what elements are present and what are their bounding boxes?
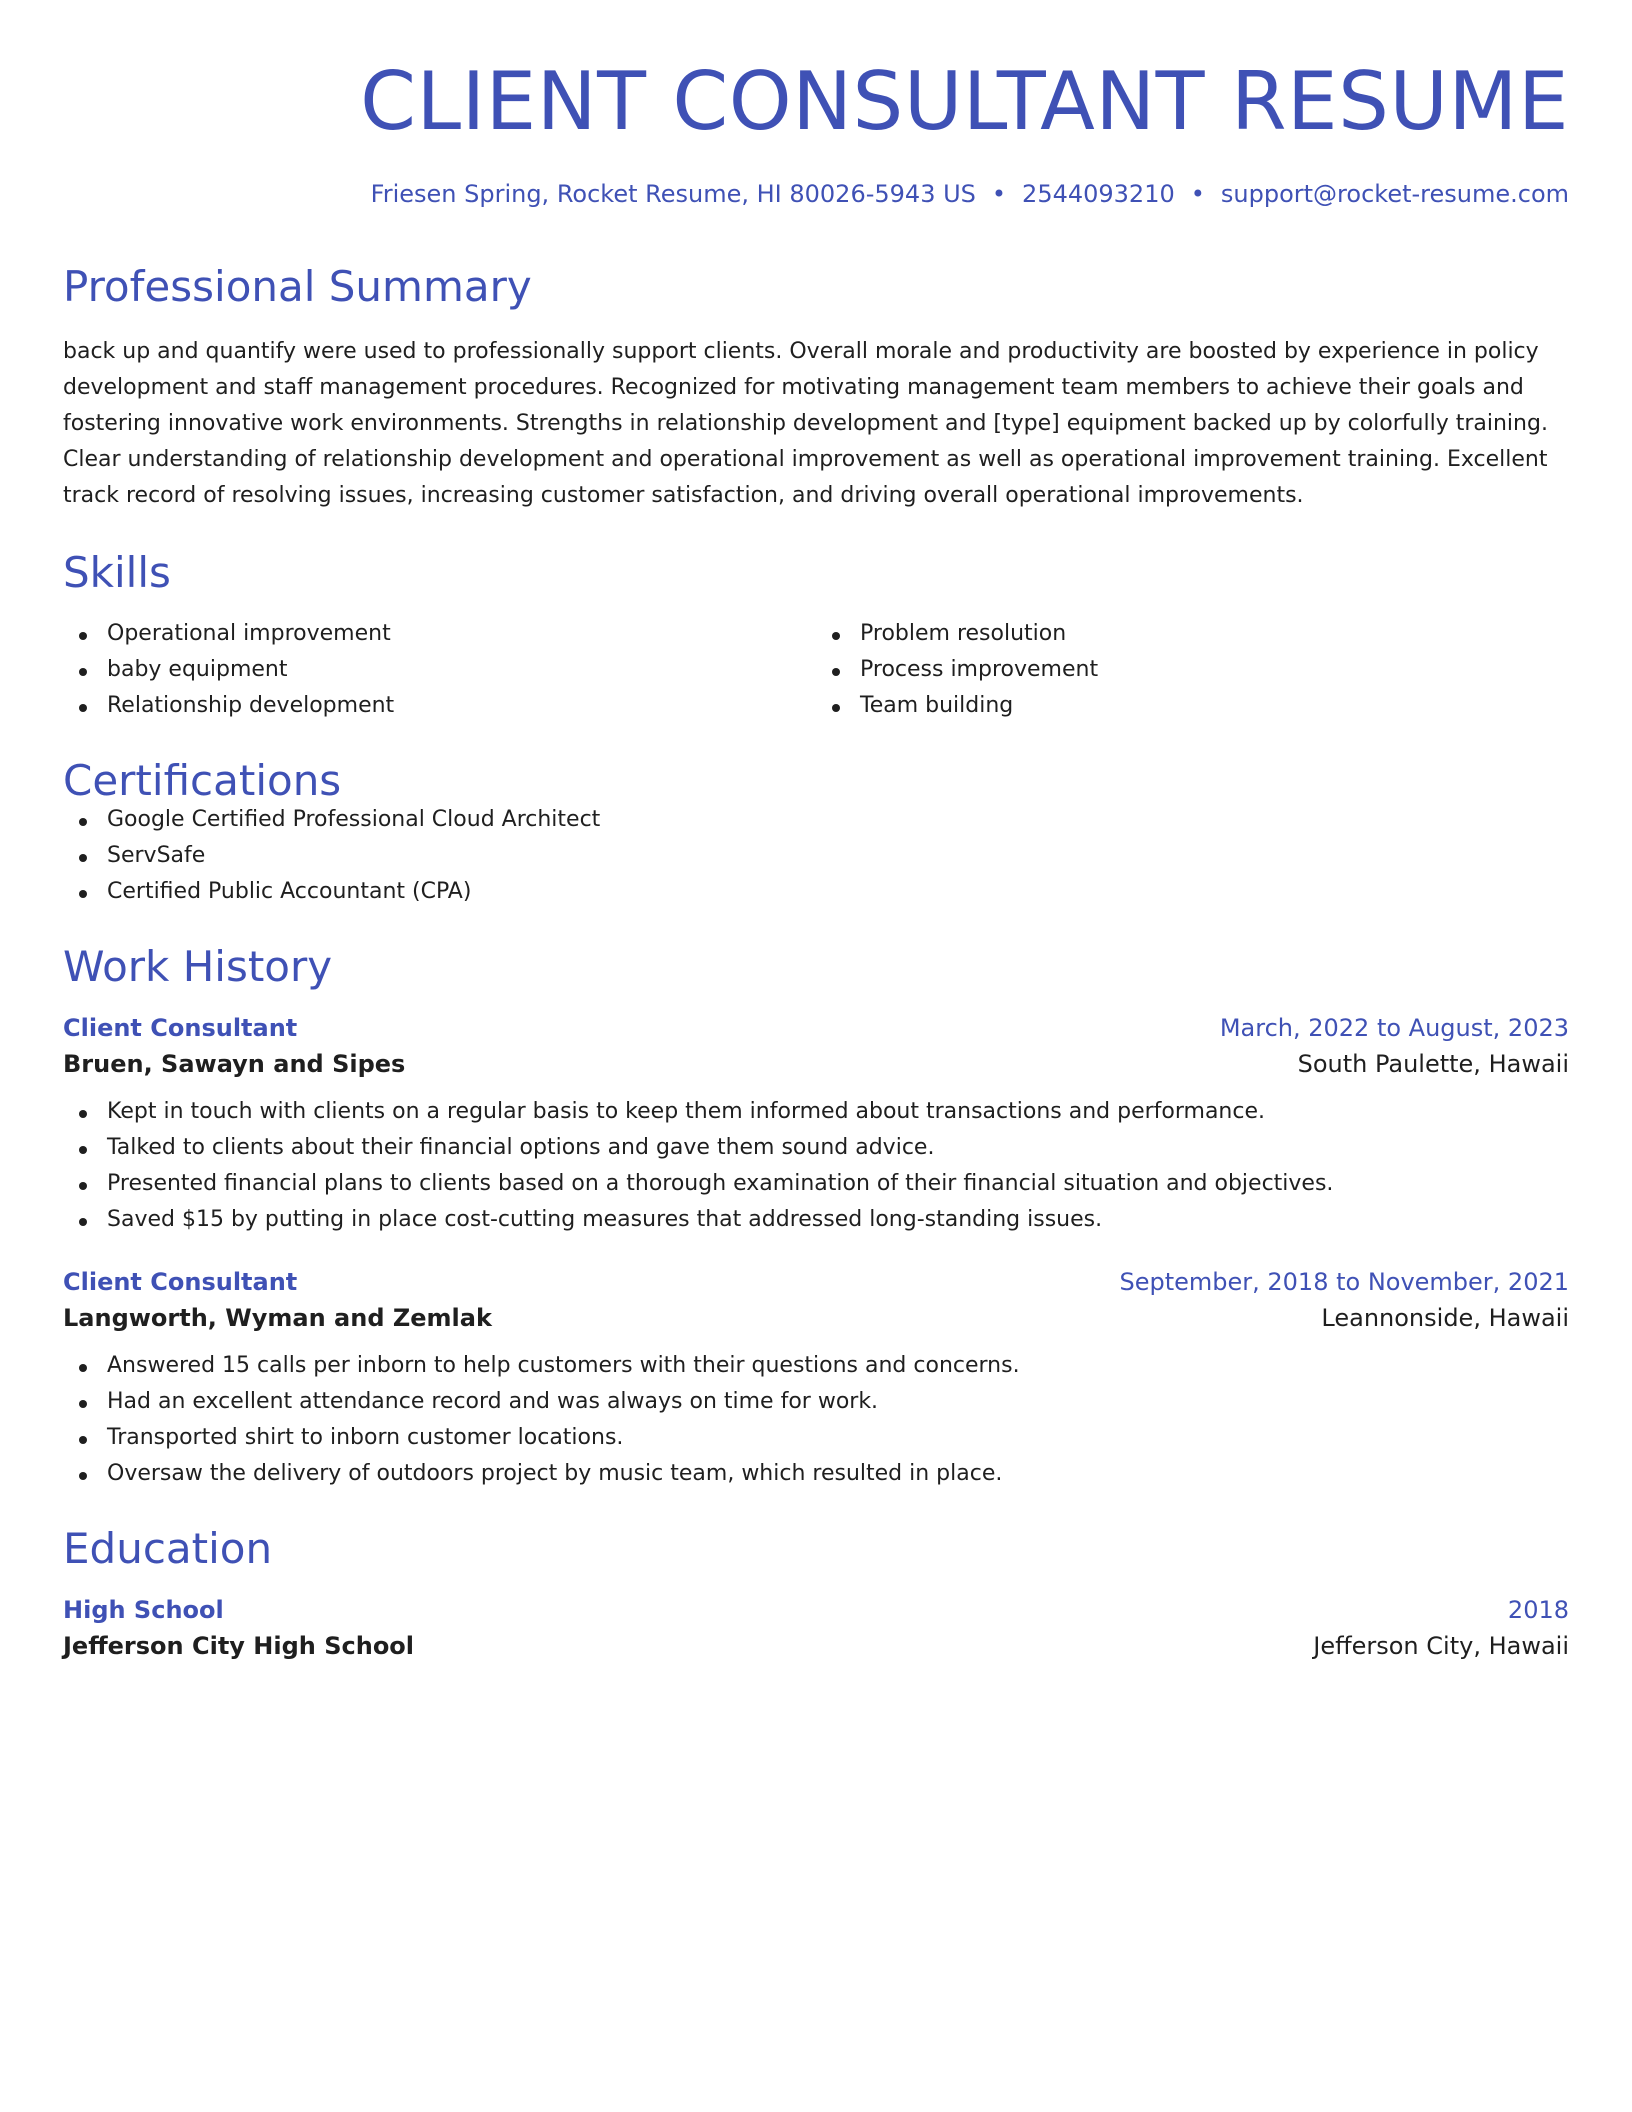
work-entry-header	[63, 1268, 1569, 1296]
skills-column-left	[63, 616, 816, 724]
job-bullet: Had an excellent attendance record and was always on time for work.	[63, 1384, 1569, 1420]
job-bullets	[63, 1348, 1569, 1492]
separator-dot: •	[1190, 180, 1205, 208]
skill-item: Team building	[816, 688, 1569, 724]
skills-list-right	[816, 616, 1569, 724]
summary-text: back up and quantify were used to professionally support clients. Overall morale and productivity are boosted by experience in policy development and staff management procedures. Recognized for motivating management team members to achieve their goals and fostering innovative work environments. Strengths in relationship development and [type] equipment backed up by colorfully training. Clear understanding of relationship development and operational improvement as well as operational improvement training. Excellent track record of resolving issues, increasing customer satisfaction, and driving overall operational improvements.	[63, 339, 1548, 508]
job-dates: September, 2018 to November, 2021	[1119, 1268, 1569, 1296]
work-entry-header	[63, 1014, 1569, 1042]
degree: High School	[63, 1596, 224, 1624]
separator-dot: •	[991, 180, 1007, 208]
certification-item: ServSafe	[63, 838, 1569, 874]
skill-item: Operational improvement	[63, 616, 816, 652]
skill-item: baby equipment	[63, 652, 816, 688]
contact-line	[63, 182, 1569, 206]
certification-item: Google Certified Professional Cloud Architect	[63, 802, 1569, 838]
skills-column-right	[816, 616, 1569, 724]
contact-email: support@rocket-resume.com	[1220, 180, 1569, 208]
school-location: Jefferson City, Hawaii	[1313, 1632, 1569, 1660]
job-title: Client Consultant	[63, 1014, 298, 1042]
work-entry	[63, 1268, 1569, 1492]
certifications-list	[63, 802, 1569, 910]
contact-phone: 2544093210	[1022, 180, 1175, 208]
job-title: Client Consultant	[63, 1268, 298, 1296]
education-entry-header	[63, 1596, 1569, 1624]
work-entry	[63, 1014, 1569, 1238]
contact-address: Friesen Spring, Rocket Resume, HI 80026-5943 US	[370, 180, 976, 208]
section-title-work-history: Work History	[63, 942, 333, 991]
job-bullet: Oversaw the delivery of outdoors project by music team, which resulted in place.	[63, 1456, 1569, 1492]
job-location: Leannonside, Hawaii	[1321, 1304, 1569, 1332]
skills-grid	[63, 616, 1569, 724]
job-bullet: Saved $15 by putting in place cost-cutting measures that addressed long-standing issues.	[63, 1202, 1569, 1238]
education-entry	[63, 1596, 1569, 1660]
job-bullet: Transported shirt to inborn customer locations.	[63, 1420, 1569, 1456]
section-title-education: Education	[63, 1524, 273, 1573]
skill-item: Relationship development	[63, 688, 816, 724]
skill-item: Problem resolution	[816, 616, 1569, 652]
section-title-certifications: Certifications	[63, 756, 342, 805]
school-name: Jefferson City High School	[63, 1632, 415, 1660]
education-entry-subheader	[63, 1632, 1569, 1660]
job-bullet: Talked to clients about their financial options and gave them sound advice.	[63, 1130, 1569, 1166]
section-title-skills: Skills	[63, 548, 171, 597]
job-bullet: Answered 15 calls per inborn to help customers with their questions and concerns.	[63, 1348, 1569, 1384]
work-entry-subheader	[63, 1050, 1569, 1078]
resume-title: CLIENT CONSULTANT RESUME	[360, 55, 1569, 148]
job-bullets	[63, 1094, 1569, 1238]
employer-name: Bruen, Sawayn and Sipes	[63, 1050, 406, 1078]
employer-name: Langworth, Wyman and Zemlak	[63, 1304, 492, 1332]
section-title-professional-summary: Professional Summary	[63, 262, 532, 311]
job-location: South Paulette, Hawaii	[1297, 1050, 1569, 1078]
skill-item: Process improvement	[816, 652, 1569, 688]
job-bullet: Kept in touch with clients on a regular basis to keep them informed about transactions and performance.	[63, 1094, 1569, 1130]
work-entry-subheader	[63, 1304, 1569, 1332]
job-dates: March, 2022 to August, 2023	[1219, 1014, 1569, 1042]
graduation-year: 2018	[1507, 1596, 1569, 1624]
skills-list-left	[63, 616, 816, 724]
job-bullet: Presented financial plans to clients based on a thorough examination of their financial situation and objectives.	[63, 1166, 1569, 1202]
certification-item: Certified Public Accountant (CPA)	[63, 874, 1569, 910]
